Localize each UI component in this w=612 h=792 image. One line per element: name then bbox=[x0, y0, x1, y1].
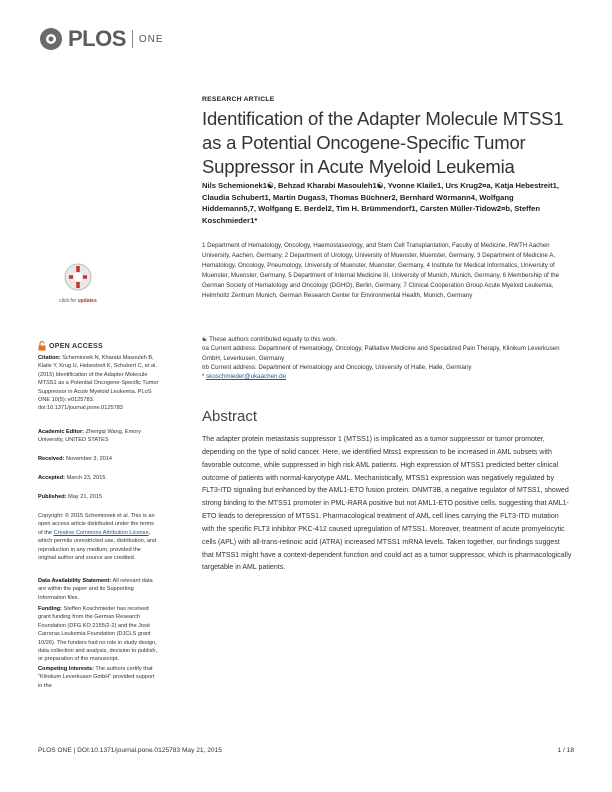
copyright-text: Copyright: © 2015 Schemionek et al. This is an open access article distributed under the terms of the bbox=[38, 513, 155, 536]
corresponding-email-line bbox=[202, 372, 570, 381]
editor-text: Zhengqi Wang, Emory University, UNITED STATES bbox=[38, 429, 142, 444]
crossmark-label-suffix: updates bbox=[77, 298, 97, 304]
published-label: Published: bbox=[38, 494, 67, 500]
plos-one-logo[interactable] bbox=[38, 24, 164, 54]
page-footer bbox=[38, 747, 574, 754]
brand-name: PLOS bbox=[68, 26, 126, 51]
accepted-date: March 23, 2015 bbox=[66, 475, 106, 481]
cc-license-link[interactable]: Creative Commons Attribution License bbox=[53, 529, 149, 536]
received-date: November 3, 2014 bbox=[66, 456, 113, 462]
funding-text: Steffen Koschmieder has received grant funding from the German Research Foundation (DFG KO 2155/2-2) and the José Carreras Leukemia Foundation (DJCLS grant 10/26). The funders had no role in study design, data collection and analysis, decision to publish, or preparation of the manuscript. bbox=[38, 606, 158, 663]
footer-citation: PLOS ONE | DOI:10.1371/journal.pone.0125783 May 21, 2015 bbox=[38, 747, 222, 754]
page-number: 1 / 18 bbox=[557, 747, 574, 754]
competing-interests-text: The authors certify that "Klinikum Leverkusen GmbH" provided support in the bbox=[38, 666, 155, 689]
crossmark-icon bbox=[61, 262, 95, 292]
received-block bbox=[38, 455, 160, 463]
article-title: Identification of the Adapter Molecule MTSS1 as a Potential Oncogene-Specific Tumor Suppressor in Acute Myeloid Leukemia bbox=[202, 108, 564, 177]
editor-block bbox=[38, 428, 160, 445]
data-availability-text: All relevant data are within the paper and its Supporting Information files. bbox=[38, 578, 153, 601]
article-type: RESEARCH ARTICLE bbox=[202, 96, 275, 103]
equal-contribution-note: ☯ These authors contributed equally to this work. bbox=[202, 336, 338, 343]
citation-block bbox=[38, 354, 160, 413]
abstract-heading: Abstract bbox=[202, 408, 258, 425]
published-date: May 21, 2015 bbox=[68, 494, 103, 500]
affiliations: 1 Department of Hematology, Oncology, Haemostaseology, and Stem Cell Transplantation, Faculty of Medicine, RWTH Aachen University, Aachen, Germany, 2 Department of Urology, University of Muenster, Muenster, Germany, 3 Department of Medicine A, Hematology, Oncology, Pneumology, University of Muenster, Muenster, Germany, 4 Institute for Medical Informatics, University of Muenster, Muenster, Germany, 5 Department of Internal Medicine III, University of Munich, Munich, Germany, 6 Membership of the German Society of Hematology and Oncology (DGHO), Berlin, Germany, 7 Clinical Cooperation Group Acute Myeloid Leukemia, Helmholtz Zentrum Munich, German Research Center for Environmental Health, Munich, Germany bbox=[202, 242, 560, 299]
funding-block bbox=[38, 605, 160, 664]
competing-interests-block bbox=[38, 665, 160, 690]
received-label: Received: bbox=[38, 456, 65, 462]
open-lock-icon bbox=[38, 341, 46, 351]
email-marker: * bbox=[202, 373, 207, 381]
citation-label: Citation: bbox=[38, 355, 61, 361]
published-block bbox=[38, 493, 160, 501]
copyright-block bbox=[38, 512, 160, 562]
citation-text: Schemionek N, Kharabi Masouleh B, Klaile Y, Krug U, Hebestreit K, Schubert C, et al. (2015) Identification of the Adapter Molecule MTSS1 as a Potential Oncogene-Specific Tumor Suppressor in Acute Myeloid Leukemia. PLoS ONE 10(5): e0125783. doi:10.1371/journal.pone.0125783 bbox=[38, 355, 159, 412]
data-availability-block bbox=[38, 577, 160, 602]
journal-name: ONE bbox=[138, 33, 164, 45]
abstract-text: The adapter protein metastasis suppressor 1 (MTSS1) is implicated as a tumor suppressor or tumor promoter, depending on the type of solid cancer. Here, we identified Mtss1 expression to be increased in AML subsets with favorable outcome, while suppressed in high risk AML patients. High expression of MTSS1 predicted better clinical outcome of patients with normal-karyotype AML. Mechanistically, MTSS1 expression was negatively regulated by FLT3-ITD signaling but enhanced by the AML1-ETO fusion protein. DNMT3B, a negative regulator of MTSS1, showed strong binding to the MTSS1 promoter in PML-RARA positive but not AML1-ETO positive cells, suggesting that AML1-ETO leads to derepression of MTSS1. Pharmacological treatment of AML cell lines carrying the FLT3-ITD mutation with the specific FLT3 inhibitor PKC-412 caused upregulation of MTSS1. Moreover, treatment of acute promyelocytic cells (APL) with all-trans-retinoic acid (ATRA) increased MTSS1 mRNA levels. Taken together, our findings suggest that MTSS1 might have a context-dependent function and could act as a tumor suppressor, which is pharmacologically targetable in AML patients. bbox=[202, 436, 572, 572]
editor-label: Academic Editor: bbox=[38, 429, 85, 435]
corresponding-email-link[interactable]: skoschmieder@ukaachen.de bbox=[206, 373, 287, 381]
plos-logo-icon bbox=[38, 26, 64, 52]
open-access-text: OPEN ACCESS bbox=[49, 342, 103, 350]
copyright-text-end: , which permits unrestricted use, distribution, and reproduction in any medium, provided the original author and source are credited. bbox=[38, 529, 157, 562]
accepted-block bbox=[38, 474, 160, 482]
logo-divider bbox=[132, 30, 133, 48]
author-notes bbox=[202, 335, 570, 381]
crossmark-label-prefix: click for bbox=[59, 298, 77, 304]
data-availability-label: Data Availability Statement: bbox=[38, 578, 112, 584]
funding-label: Funding: bbox=[38, 606, 62, 612]
author-list: Nils Schemionek1☯, Behzad Kharabi Masouleh1☯, Yvonne Klaile1, Urs Krug2¤a, Katja Hebestreit1, Claudia Schubert1, Martin Dugas3, Thomas Büchner2, Bernhard Wörmann4, Wolfgang Hiddemann5,7, Wolfgang E. Berdel2, Tim H. Brümmendorf1, Carsten Müller-Tidow2¤b, Steffen Koschmieder1* bbox=[202, 181, 560, 225]
open-access-label bbox=[38, 341, 103, 351]
current-address-b: ¤b Current address: Department of Hematology and Oncology, University of Halle, Halle, Germany bbox=[202, 363, 472, 371]
crossmark-badge[interactable] bbox=[48, 262, 108, 304]
competing-interests-label: Competing Interests: bbox=[38, 666, 94, 672]
accepted-label: Accepted: bbox=[38, 475, 66, 481]
current-address-a: ¤a Current address: Department of Hematology, Oncology, Palliative Medicine and Specialized Pain Therapy, Klinikum Leverkusen GmbH, Leverkusen, Germany bbox=[202, 345, 560, 362]
